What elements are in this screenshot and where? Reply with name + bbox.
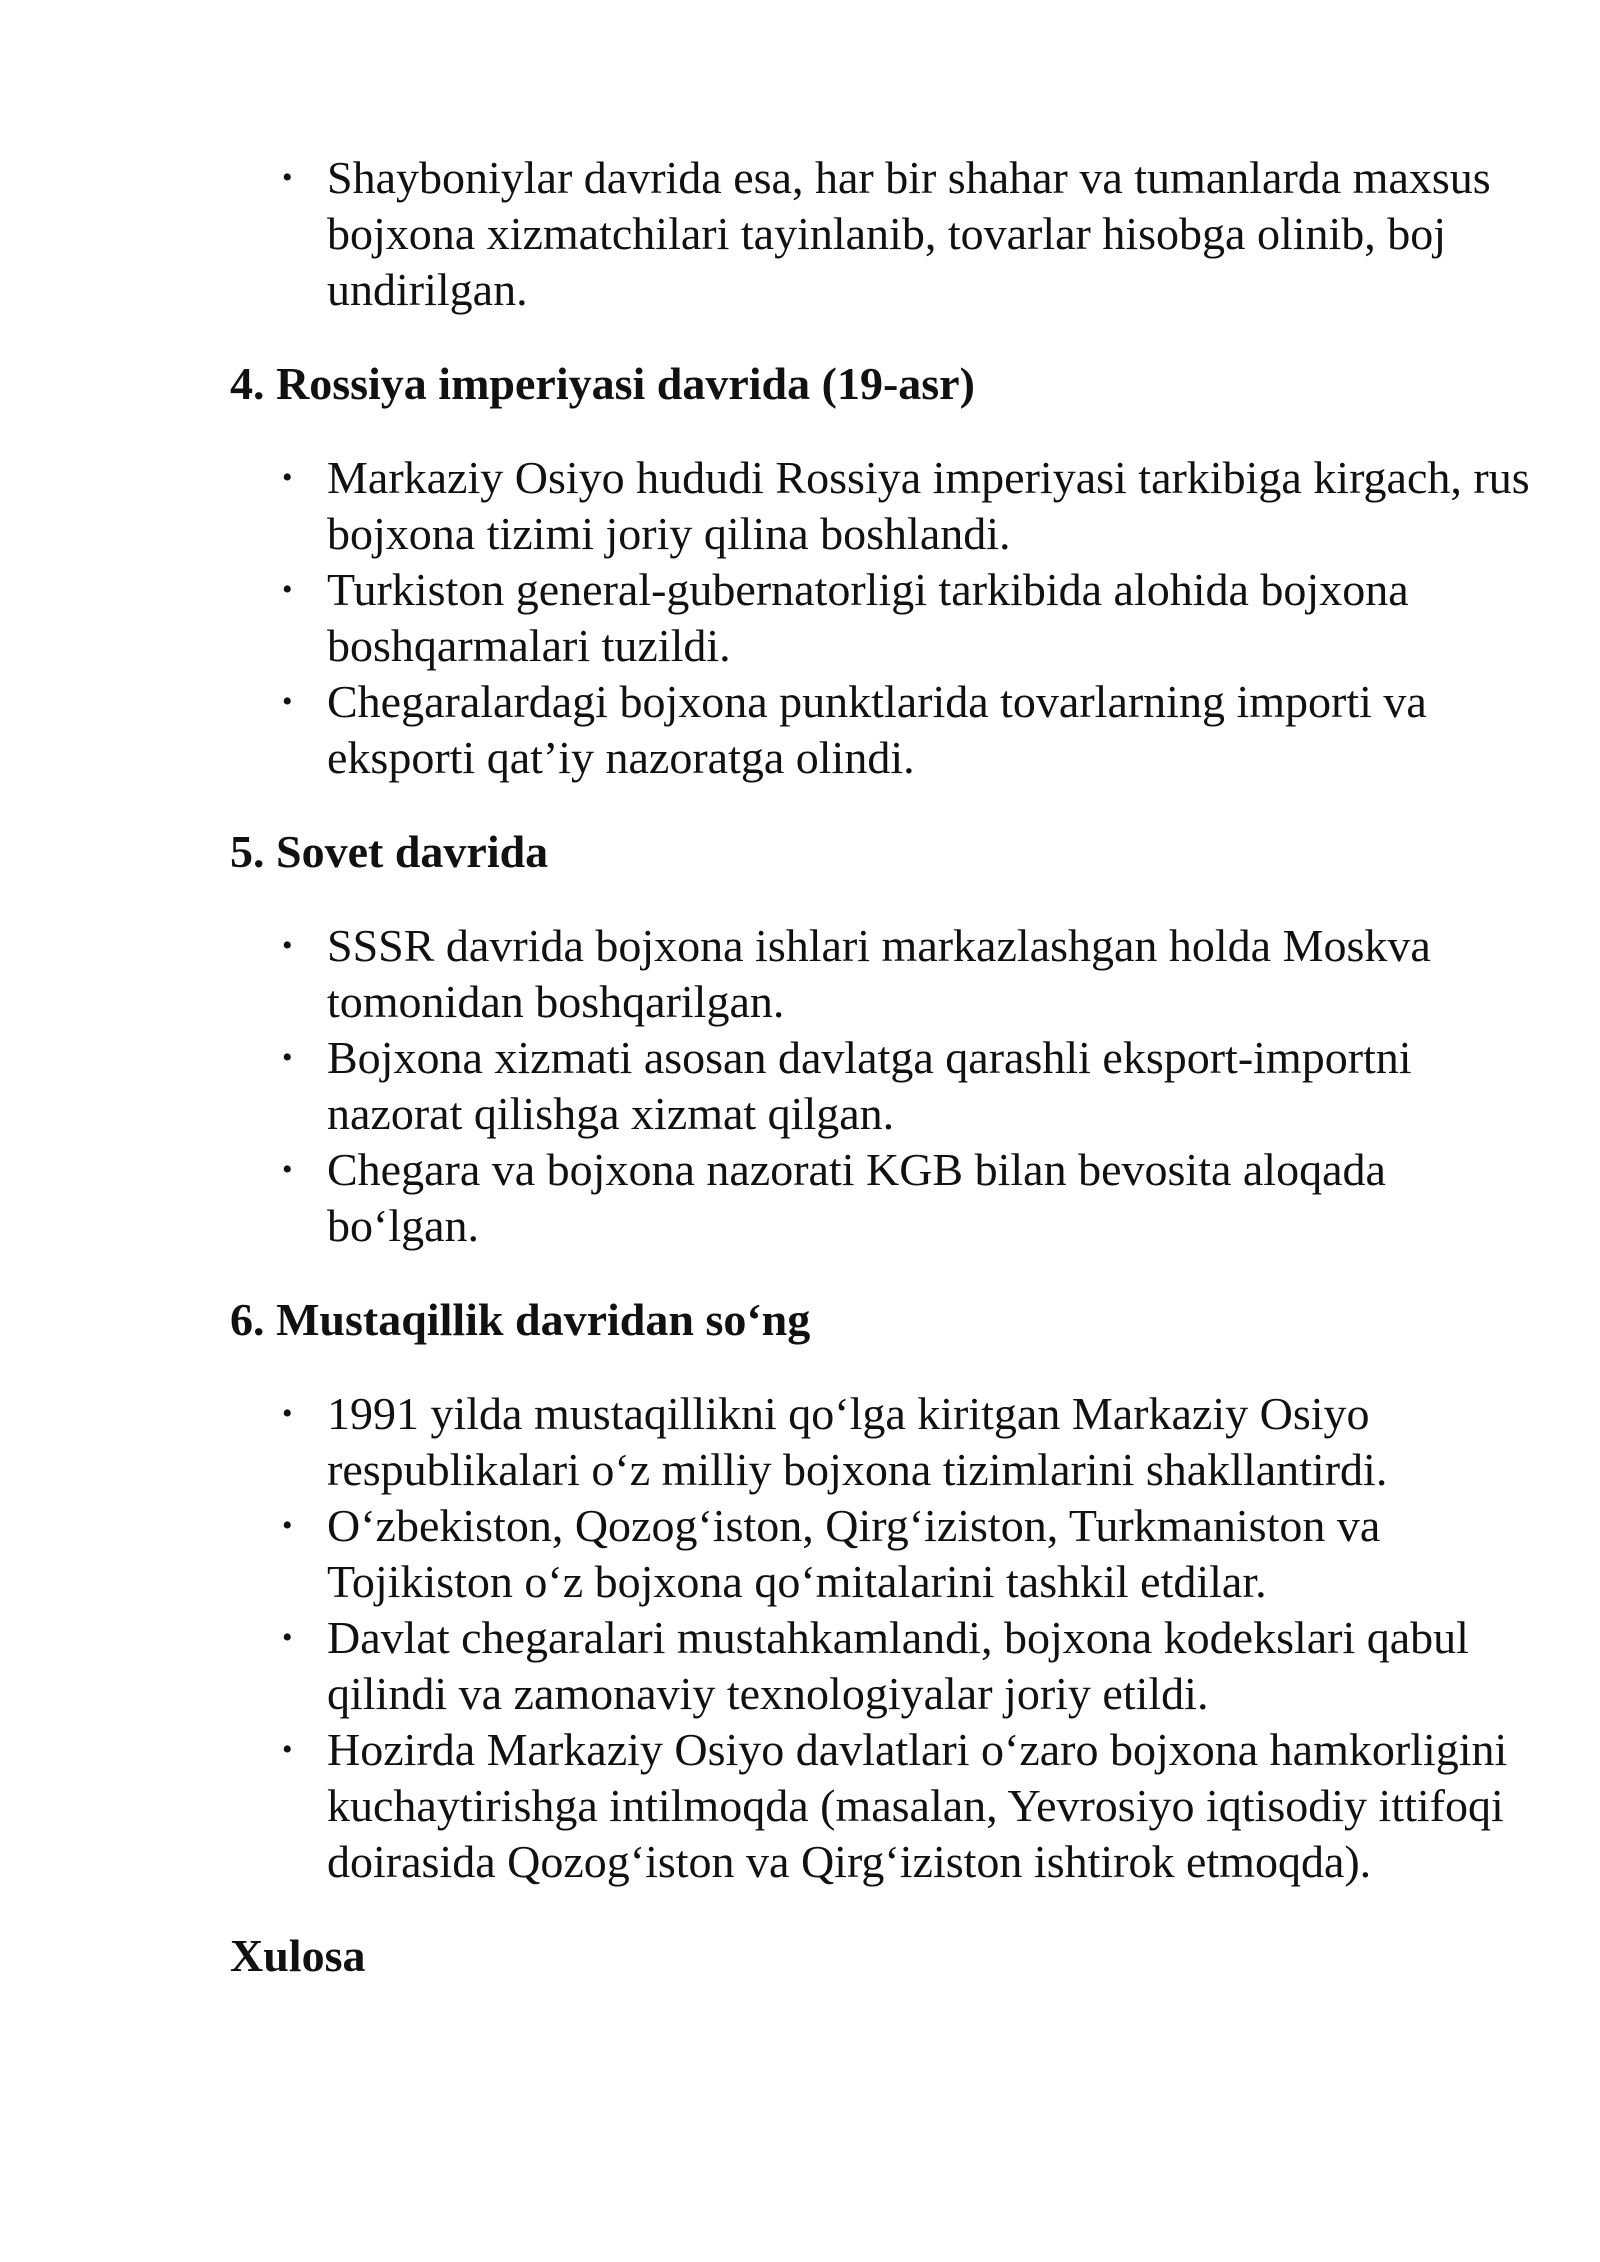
section-list-independence bbox=[230, 1386, 1530, 1890]
section-title-soviet: 5. Sovet davrida bbox=[230, 826, 549, 877]
bullet-icon: • bbox=[282, 573, 293, 606]
list-item-text: Davlat chegaralari mustahkamlandi, bojxona kodekslari qabul qilindi va zamonaviy texnologiyalar joriy etildi. bbox=[327, 1612, 1469, 1719]
bullet-icon: • bbox=[282, 1733, 293, 1766]
list-item-text: Hozirda Markaziy Osiyo davlatlari o‘zaro bojxona hamkorligini kuchaytirishga intilmoqda (masalan, Yevrosiyo iqtisodiy ittifoqi doirasida Qozog‘iston va Qirg‘iziston ishtirok etmoqda). bbox=[327, 1724, 1508, 1887]
section-title-russian-empire: 4. Rossiya imperiyasi davrida (19-asr) bbox=[230, 358, 975, 409]
bullet-icon: • bbox=[282, 161, 293, 194]
document-content bbox=[230, 150, 1530, 1984]
list-item-text: Chegara va bojxona nazorati KGB bilan bevosita aloqada bo‘lgan. bbox=[327, 1144, 1386, 1251]
list-item-text: SSSR davrida bojxona ishlari markazlashgan holda Moskva tomonidan boshqarilgan. bbox=[327, 920, 1431, 1027]
list-item bbox=[230, 1498, 1530, 1610]
list-item-text: Chegaralardagi bojxona punktlarida tovarlarning importi va eksporti qat’iy nazoratga olindi. bbox=[327, 676, 1427, 783]
list-item-text: O‘zbekiston, Qozog‘iston, Qirg‘iziston, Turkmaniston va Tojikiston o‘z bojxona qo‘mitalarini tashkil etdilar. bbox=[327, 1500, 1381, 1607]
list-item bbox=[230, 1386, 1530, 1498]
list-item bbox=[230, 1722, 1530, 1890]
list-item-text: Bojxona xizmati asosan davlatga qarashli eksport-importni nazorat qilishga xizmat qilgan. bbox=[327, 1032, 1412, 1139]
list-item bbox=[230, 674, 1530, 786]
list-item bbox=[230, 1610, 1530, 1722]
list-item bbox=[230, 918, 1530, 1030]
intro-list bbox=[230, 150, 1530, 318]
bullet-icon: • bbox=[282, 1621, 293, 1654]
list-item bbox=[230, 1142, 1530, 1254]
section-list-soviet bbox=[230, 918, 1530, 1254]
bullet-icon: • bbox=[282, 929, 293, 962]
list-item-text: Turkiston general-gubernatorligi tarkibida alohida bojxona boshqarmalari tuzildi. bbox=[327, 564, 1409, 671]
list-item-text: Shayboniylar davrida esa, har bir shahar va tumanlarda maxsus bojxona xizmatchilari tayinlanib, tovarlar hisobga olinib, boj undirilgan. bbox=[327, 152, 1491, 315]
list-item-text: 1991 yilda mustaqillikni qo‘lga kiritgan Markaziy Osiyo respublikalari o‘z milliy bojxona tizimlarini shakllantirdi. bbox=[327, 1388, 1388, 1495]
section-list-russian-empire bbox=[230, 450, 1530, 786]
list-item bbox=[230, 1030, 1530, 1142]
list-item bbox=[230, 562, 1530, 674]
bullet-icon: • bbox=[282, 685, 293, 718]
list-item bbox=[230, 450, 1530, 562]
bullet-icon: • bbox=[282, 1509, 293, 1542]
bullet-icon: • bbox=[282, 1041, 293, 1074]
bullet-icon: • bbox=[282, 461, 293, 494]
bullet-icon: • bbox=[282, 1153, 293, 1186]
list-item-text: Markaziy Osiyo hududi Rossiya imperiyasi tarkibiga kirgach, rus bojxona tizimi joriy qilina boshlandi. bbox=[327, 452, 1530, 559]
list-item bbox=[230, 150, 1530, 318]
bullet-icon: • bbox=[282, 1397, 293, 1430]
conclusion-title: Xulosa bbox=[230, 1930, 366, 1981]
section-title-independence: 6. Mustaqillik davridan so‘ng bbox=[230, 1294, 811, 1345]
